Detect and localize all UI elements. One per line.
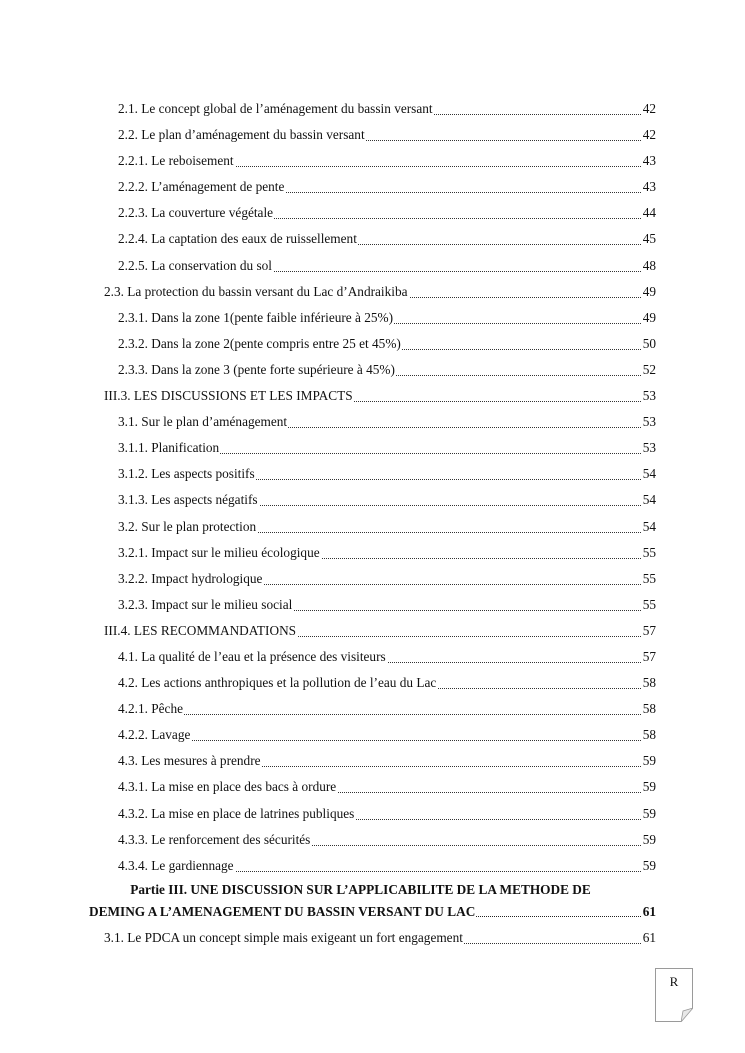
- page-number: 53: [642, 435, 656, 461]
- toc-entry[interactable]: [0, 827, 745, 853]
- page-number: 59: [642, 748, 656, 774]
- part-heading-line-1: Partie III. UNE DISCUSSION SUR L’APPLICABILITE DE LA METHODE DE: [130, 881, 591, 897]
- toc-entry-list: [0, 96, 745, 879]
- entry-title: 2.3. La protection du bassin versant du Lac d’Andraikiba: [104, 279, 409, 305]
- toc-entry[interactable]: [0, 748, 745, 774]
- toc-entry[interactable]: [0, 644, 745, 670]
- entry-title: III.4. LES RECOMMANDATIONS: [104, 618, 297, 644]
- toc-entry[interactable]: [0, 853, 745, 879]
- entry-title: 3.1. Sur le plan d’aménagement: [118, 409, 288, 435]
- entry-title: 3.1.2. Les aspects positifs: [118, 461, 256, 487]
- page-curl-icon: [681, 1008, 693, 1022]
- page-number: 43: [642, 174, 656, 200]
- toc-part-heading[interactable]: [0, 879, 745, 925]
- entry-title: 2.1. Le concept global de l’aménagement du bassin versant: [118, 96, 434, 122]
- entry-title: 3.2.3. Impact sur le milieu social: [118, 592, 293, 618]
- toc-entry[interactable]: [0, 200, 745, 226]
- entry-title: 4.2.2. Lavage: [118, 722, 191, 748]
- page-number: 61: [642, 925, 656, 951]
- toc-entry[interactable]: [0, 122, 745, 148]
- part-heading-line-2: DEMING A L’AMENAGEMENT DU BASSIN VERSANT DU LAC 61: [0, 901, 745, 923]
- page-number: 49: [642, 279, 656, 305]
- page-number: 55: [642, 592, 656, 618]
- page-number: 61: [642, 901, 656, 923]
- toc-entry[interactable]: [0, 357, 745, 383]
- page-number: 54: [642, 487, 656, 513]
- table-of-contents: [0, 96, 745, 951]
- toc-entry[interactable]: [0, 305, 745, 331]
- toc-entry[interactable]: [0, 774, 745, 800]
- entry-title: 3.1.1. Planification: [118, 435, 220, 461]
- page-marker: R: [669, 974, 679, 989]
- page-number: 59: [642, 801, 656, 827]
- page-number: 59: [642, 774, 656, 800]
- entry-title: 3.2.1. Impact sur le milieu écologique: [118, 540, 321, 566]
- toc-entry[interactable]: [0, 722, 745, 748]
- toc-entry[interactable]: [0, 566, 745, 592]
- page-number: 53: [642, 409, 656, 435]
- dot-leader: [118, 714, 655, 715]
- toc-entry[interactable]: [0, 514, 745, 540]
- page-number: 50: [642, 331, 656, 357]
- entry-title: 2.2.5. La conservation du sol: [118, 253, 273, 279]
- toc-entry[interactable]: [0, 331, 745, 357]
- entry-title: 2.2.2. L’aménagement de pente: [118, 174, 285, 200]
- entry-title: 2.3.2. Dans la zone 2(pente compris entre 25 et 45%): [118, 331, 402, 357]
- toc-entry[interactable]: [0, 148, 745, 174]
- toc-entry[interactable]: [0, 461, 745, 487]
- page-number: 52: [642, 357, 656, 383]
- page-number: 54: [642, 461, 656, 487]
- entry-title: 3.1.3. Les aspects négatifs: [118, 487, 259, 513]
- entry-title: 3.2.2. Impact hydrologique: [118, 566, 263, 592]
- toc-entry[interactable]: [0, 174, 745, 200]
- entry-title: 2.2.4. La captation des eaux de ruissellement: [118, 226, 358, 252]
- entry-title: 2.3.1. Dans la zone 1(pente faible inférieure à 25%): [118, 305, 394, 331]
- toc-entry[interactable]: [0, 435, 745, 461]
- toc-entry[interactable]: [0, 540, 745, 566]
- page-number: 55: [642, 540, 656, 566]
- page-number: 43: [642, 148, 656, 174]
- entry-title: 3.2. Sur le plan protection: [118, 514, 257, 540]
- page-number: 53: [642, 383, 656, 409]
- entry-title: 4.3.3. Le renforcement des sécurités: [118, 827, 311, 853]
- page-number: 57: [642, 644, 656, 670]
- entry-title: 4.3.4. Le gardiennage: [118, 853, 235, 879]
- page-number: 58: [642, 722, 656, 748]
- toc-entry[interactable]: [0, 696, 745, 722]
- toc-entry[interactable]: [0, 383, 745, 409]
- page-number: 58: [642, 696, 656, 722]
- page-number: 58: [642, 670, 656, 696]
- page-number: 42: [642, 96, 656, 122]
- toc-entry[interactable]: [0, 925, 745, 951]
- toc-entry[interactable]: [0, 409, 745, 435]
- page-number: 42: [642, 122, 656, 148]
- entry-title: 4.3.2. La mise en place de latrines publiques: [118, 801, 355, 827]
- toc-entry[interactable]: [0, 801, 745, 827]
- page-number: 48: [642, 253, 656, 279]
- entry-title: III.3. LES DISCUSSIONS ET LES IMPACTS: [104, 383, 354, 409]
- page-number: 57: [642, 618, 656, 644]
- entry-title: 4.3. Les mesures à prendre: [118, 748, 262, 774]
- toc-entry[interactable]: [0, 253, 745, 279]
- toc-entry[interactable]: [0, 670, 745, 696]
- page-number: 55: [642, 566, 656, 592]
- page-number: 54: [642, 514, 656, 540]
- page-number: 59: [642, 853, 656, 879]
- toc-entry[interactable]: [0, 96, 745, 122]
- toc-entry[interactable]: [0, 226, 745, 252]
- toc-entry[interactable]: [0, 592, 745, 618]
- page-number: 44: [642, 200, 656, 226]
- entry-title: 3.1. Le PDCA un concept simple mais exigeant un fort engagement: [104, 925, 464, 951]
- toc-entry[interactable]: [0, 487, 745, 513]
- toc-entry[interactable]: [0, 618, 745, 644]
- page-number: 59: [642, 827, 656, 853]
- toc-entry[interactable]: [0, 279, 745, 305]
- entry-title: 2.2.3. La couverture végétale: [118, 200, 274, 226]
- entry-title: 4.1. La qualité de l’eau et la présence des visiteurs: [118, 644, 387, 670]
- entry-title: 2.2.1. Le reboisement: [118, 148, 235, 174]
- entry-title: 4.2. Les actions anthropiques et la pollution de l’eau du Lac: [118, 670, 437, 696]
- entry-title: 4.2.1. Pêche: [118, 696, 184, 722]
- page-number: 45: [642, 226, 656, 252]
- entry-title: 2.2. Le plan d’aménagement du bassin versant: [118, 122, 366, 148]
- page-number: 49: [642, 305, 656, 331]
- dot-leader: [118, 740, 655, 741]
- entry-title: 4.3.1. La mise en place des bacs à ordure: [118, 774, 337, 800]
- entry-title: 2.3.3. Dans la zone 3 (pente forte supérieure à 45%): [118, 357, 396, 383]
